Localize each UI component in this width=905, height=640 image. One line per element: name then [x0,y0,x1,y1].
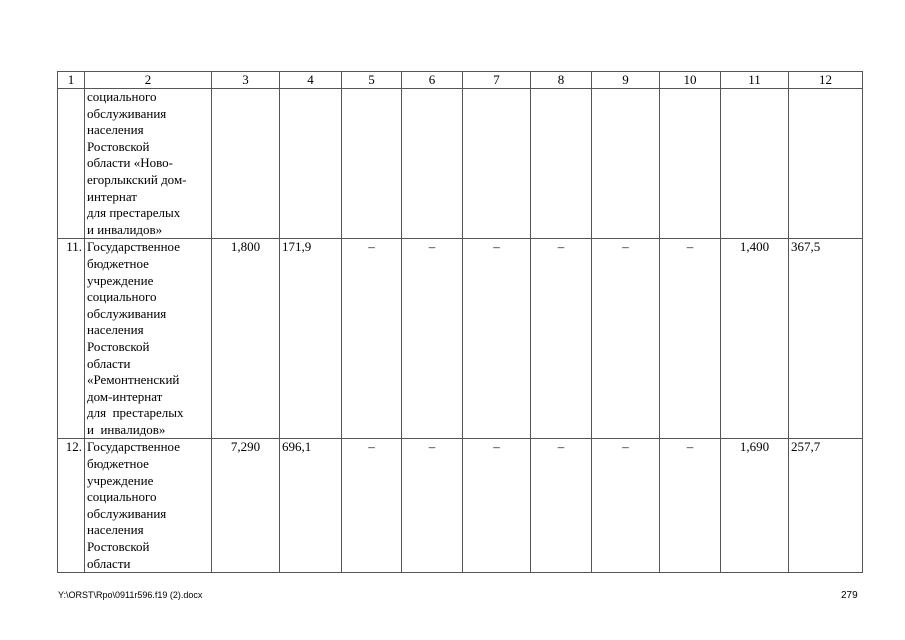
cell-col-6 [402,89,463,239]
name-line: егорлыкский дом- [87,171,187,187]
name-line: населения [87,322,144,338]
table-row [58,439,863,573]
cell-col-7 [463,89,531,239]
cell-col-6: – [402,439,463,573]
name-line: интернат [87,188,137,204]
row-number: 12. [58,439,85,573]
name-line: для престарелых [87,205,181,221]
column-header-5: 5 [342,72,402,89]
cell-col-6: – [402,239,463,439]
cell-col-12: 257,7 [789,439,863,573]
cell-col-5: – [342,239,402,439]
institution-name [85,239,212,439]
column-header-11: 11 [721,72,789,89]
cell-col-4 [280,89,342,239]
column-header-2: 2 [85,72,212,89]
cell-col-10 [660,89,721,239]
column-header-12: 12 [789,72,863,89]
column-header-10: 10 [660,72,721,89]
column-header-6: 6 [402,72,463,89]
name-line: Государственное [87,439,180,455]
table-row [58,89,863,239]
name-line: для престарелых [87,405,184,421]
cell-col-12: 367,5 [789,239,863,439]
row-number: 11. [58,239,85,439]
name-line: социального [87,489,157,505]
cell-col-9 [592,89,660,239]
name-line: учреждение [87,472,154,488]
row-number [58,89,85,239]
cell-col-7: – [463,239,531,439]
footer-file-path: Y:\ORST\Rpo\0911r596.f19 (2).docx [58,590,203,600]
name-line: и инвалидов» [87,221,163,237]
cell-col-8: – [531,439,592,573]
name-line: Ростовской [87,138,150,154]
cell-col-4: 171,9 [280,239,342,439]
name-line: Ростовской [87,338,150,354]
name-line: населения [87,522,144,538]
name-line: бюджетное [87,456,149,472]
cell-col-11: 1,400 [721,239,789,439]
name-line: социального [87,89,157,104]
institution-name [85,439,212,573]
column-header-7: 7 [463,72,531,89]
cell-col-5 [342,89,402,239]
name-line: дом-интернат [87,388,163,404]
cell-col-10: – [660,239,721,439]
data-table [57,71,863,573]
name-line: Государственное [87,239,180,255]
name-line: и инвалидов» [87,421,166,437]
cell-col-7: – [463,439,531,573]
cell-col-3 [212,89,280,239]
cell-col-12 [789,89,863,239]
cell-col-9: – [592,239,660,439]
name-line: социального [87,289,157,305]
name-line: населения [87,122,144,138]
header-row [58,72,863,89]
name-line: бюджетное [87,255,149,271]
cell-col-3: 7,290 [212,439,280,573]
name-line: области [87,355,131,371]
institution-name [85,89,212,239]
name-line: обслуживания [87,505,167,521]
cell-col-11 [721,89,789,239]
column-header-4: 4 [280,72,342,89]
cell-col-4: 696,1 [280,439,342,573]
cell-col-5: – [342,439,402,573]
cell-col-3: 1,800 [212,239,280,439]
name-line: обслуживания [87,305,167,321]
name-line: обслуживания [87,105,167,121]
name-line: области «Ново- [87,155,173,171]
column-header-8: 8 [531,72,592,89]
cell-col-11: 1,690 [721,439,789,573]
name-line: Ростовской [87,539,150,555]
name-line: учреждение [87,272,154,288]
cell-col-9: – [592,439,660,573]
footer-page-number: 279 [841,590,858,601]
name-line: «Ремонтненский [87,372,180,388]
column-header-3: 3 [212,72,280,89]
column-header-9: 9 [592,72,660,89]
cell-col-10: – [660,439,721,573]
cell-col-8 [531,89,592,239]
name-line: области [87,555,131,571]
table-row [58,239,863,439]
column-header-1: 1 [58,72,85,89]
cell-col-8: – [531,239,592,439]
